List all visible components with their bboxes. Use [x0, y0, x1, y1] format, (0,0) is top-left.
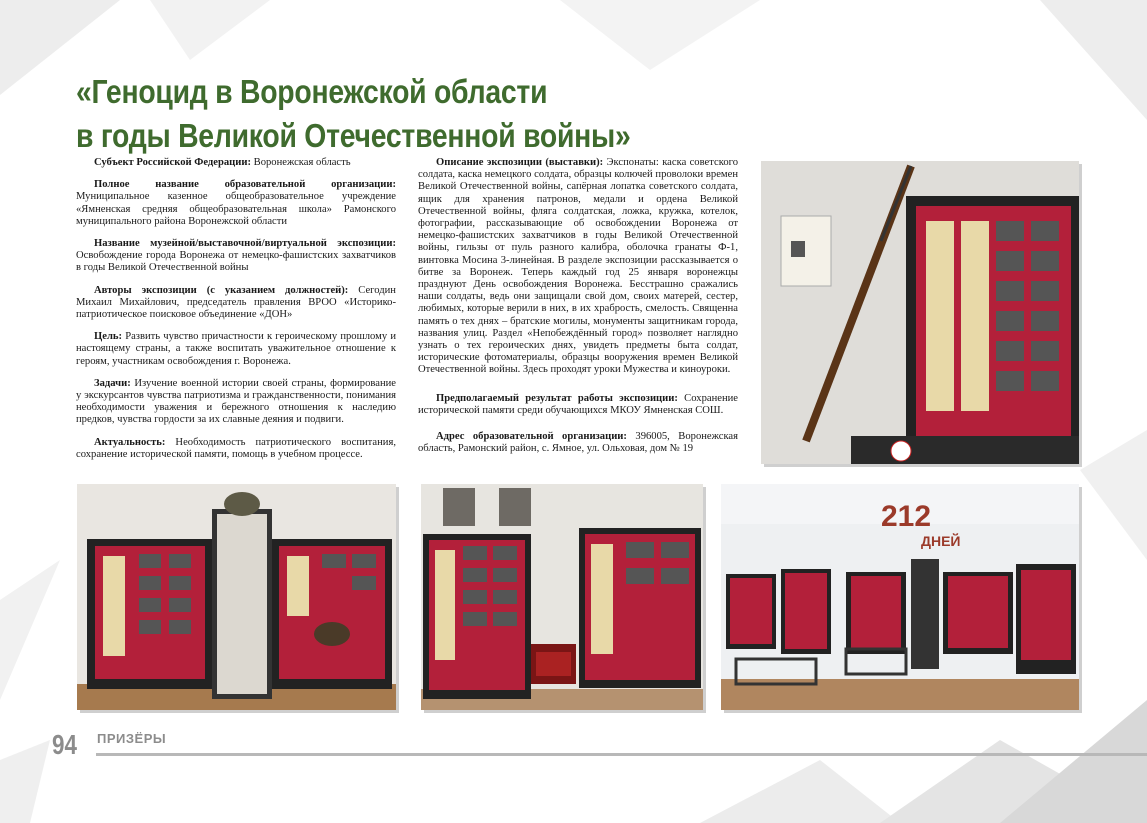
page-title	[76, 70, 730, 158]
authors-paragraph: Авторы экспозиции (с указанием должностей): Сегодин Михаил Михайлович, председатель правления ВРОО «Историко-патриотическое поисковое объединение «ДОН»	[76, 284, 396, 321]
footer-divider	[96, 753, 1147, 756]
middle-text-column	[418, 157, 738, 465]
exposition-name-paragraph: Название музейной/выставочной/виртуальной экспозиции: Освобождение города Воронежа от немецко-фашистских захватчиков в годы Великой Отечественной войны	[76, 238, 396, 274]
left-text-column	[76, 157, 396, 471]
tasks-paragraph: Задачи: Изучение военной истории своей страны, формирование у экскурсантов чувства патриотизма и гражданственности, понимания необходимости уважения и бережного отношения к наследию предков, чувства гордости за их славные деяния и подвиги.	[76, 377, 396, 426]
title-line-2: в годы Великой Отечественной войны»	[76, 117, 631, 154]
goal-paragraph: Цель: Развить чувство причастности к героическому прошлому и настоящему страны, а также воспитать уважительное отношение к героям, участникам освобождения г. Воронежа.	[76, 331, 396, 367]
photo-exhibition-room	[721, 484, 1079, 710]
section-label: ПРИЗЁРЫ	[97, 731, 167, 746]
photo-display-stands-accordion	[421, 484, 703, 710]
page-number: 94	[52, 729, 77, 760]
photo-display-stands-helmet	[77, 484, 396, 710]
subject-paragraph: Субъект Российской Федерации: Воронежская область	[94, 157, 351, 168]
result-paragraph: Предполагаемый результат работы экспозиции: Сохранение исторической памяти среди обучающихся МКОУ Ямненская СОШ.	[418, 392, 738, 416]
description-paragraph: Описание экспозиции (выставки): Экспонаты: каска советского солдата, каска немецкого солдата, образцы колючей проволоки времен Великой Отечественной войны, сапёрная лопатка советского солдата, ящик для хранения патронов, медали и ордена Великой Отечественной войны, фляга солдатская, ложка, кружка, котелок, фотографии, рассказывающие об освобождении Воронежа от немецко-фашистских захватчиков в годы Великой Отечественной войны, гильзы от пуль разного калибра, оболочка гранаты Ф-1, винтовка Мосина 3-линейная. В разделе экспозиции рассказывается о битве за Воронеж. Теперь каждый год 25 января воронежцы празднуют День освобождения Воронежа. Бесстрашно сражались наши солдаты, ведь они защищали свой дом, своих матерей, сестер, любимых, которые верили в них, в их храбрость, смелость. Священна память о тех днях – братские могилы, монументы защитникам города, названия улиц. Раздел «Непобеждённый город» позволяет наглядно узнать о тех героических днях, увидеть предметы быта солдат, исторические фотоматериалы, образцы вооружения времен Великой Отечественной войны. Здесь проходят уроки Мужества и киноуроки.	[418, 157, 738, 376]
wall-days-number: 212	[881, 500, 932, 533]
address-paragraph: Адрес образовательной организации: 396005, Воронежская область, Рамонский район, с. Ямное, ул. Ольховая, дом № 19	[418, 431, 739, 455]
title-line-1: «Геноцид в Воронежской области	[76, 73, 548, 110]
photo-rifle-display	[761, 161, 1079, 464]
relevance-paragraph: Актуальность: Необходимость патриотического воспитания, сохранение исторической памяти, помощь в учебном процессе.	[76, 436, 396, 460]
wall-days-label: ДНЕЙ	[921, 533, 961, 549]
full-name-paragraph: Полное название образовательной организации: Муниципальное казенное общеобразовательное учреждение «Ямненская средняя общеобразовательная школа» Рамонского муниципального района Воронежской области	[76, 179, 396, 227]
